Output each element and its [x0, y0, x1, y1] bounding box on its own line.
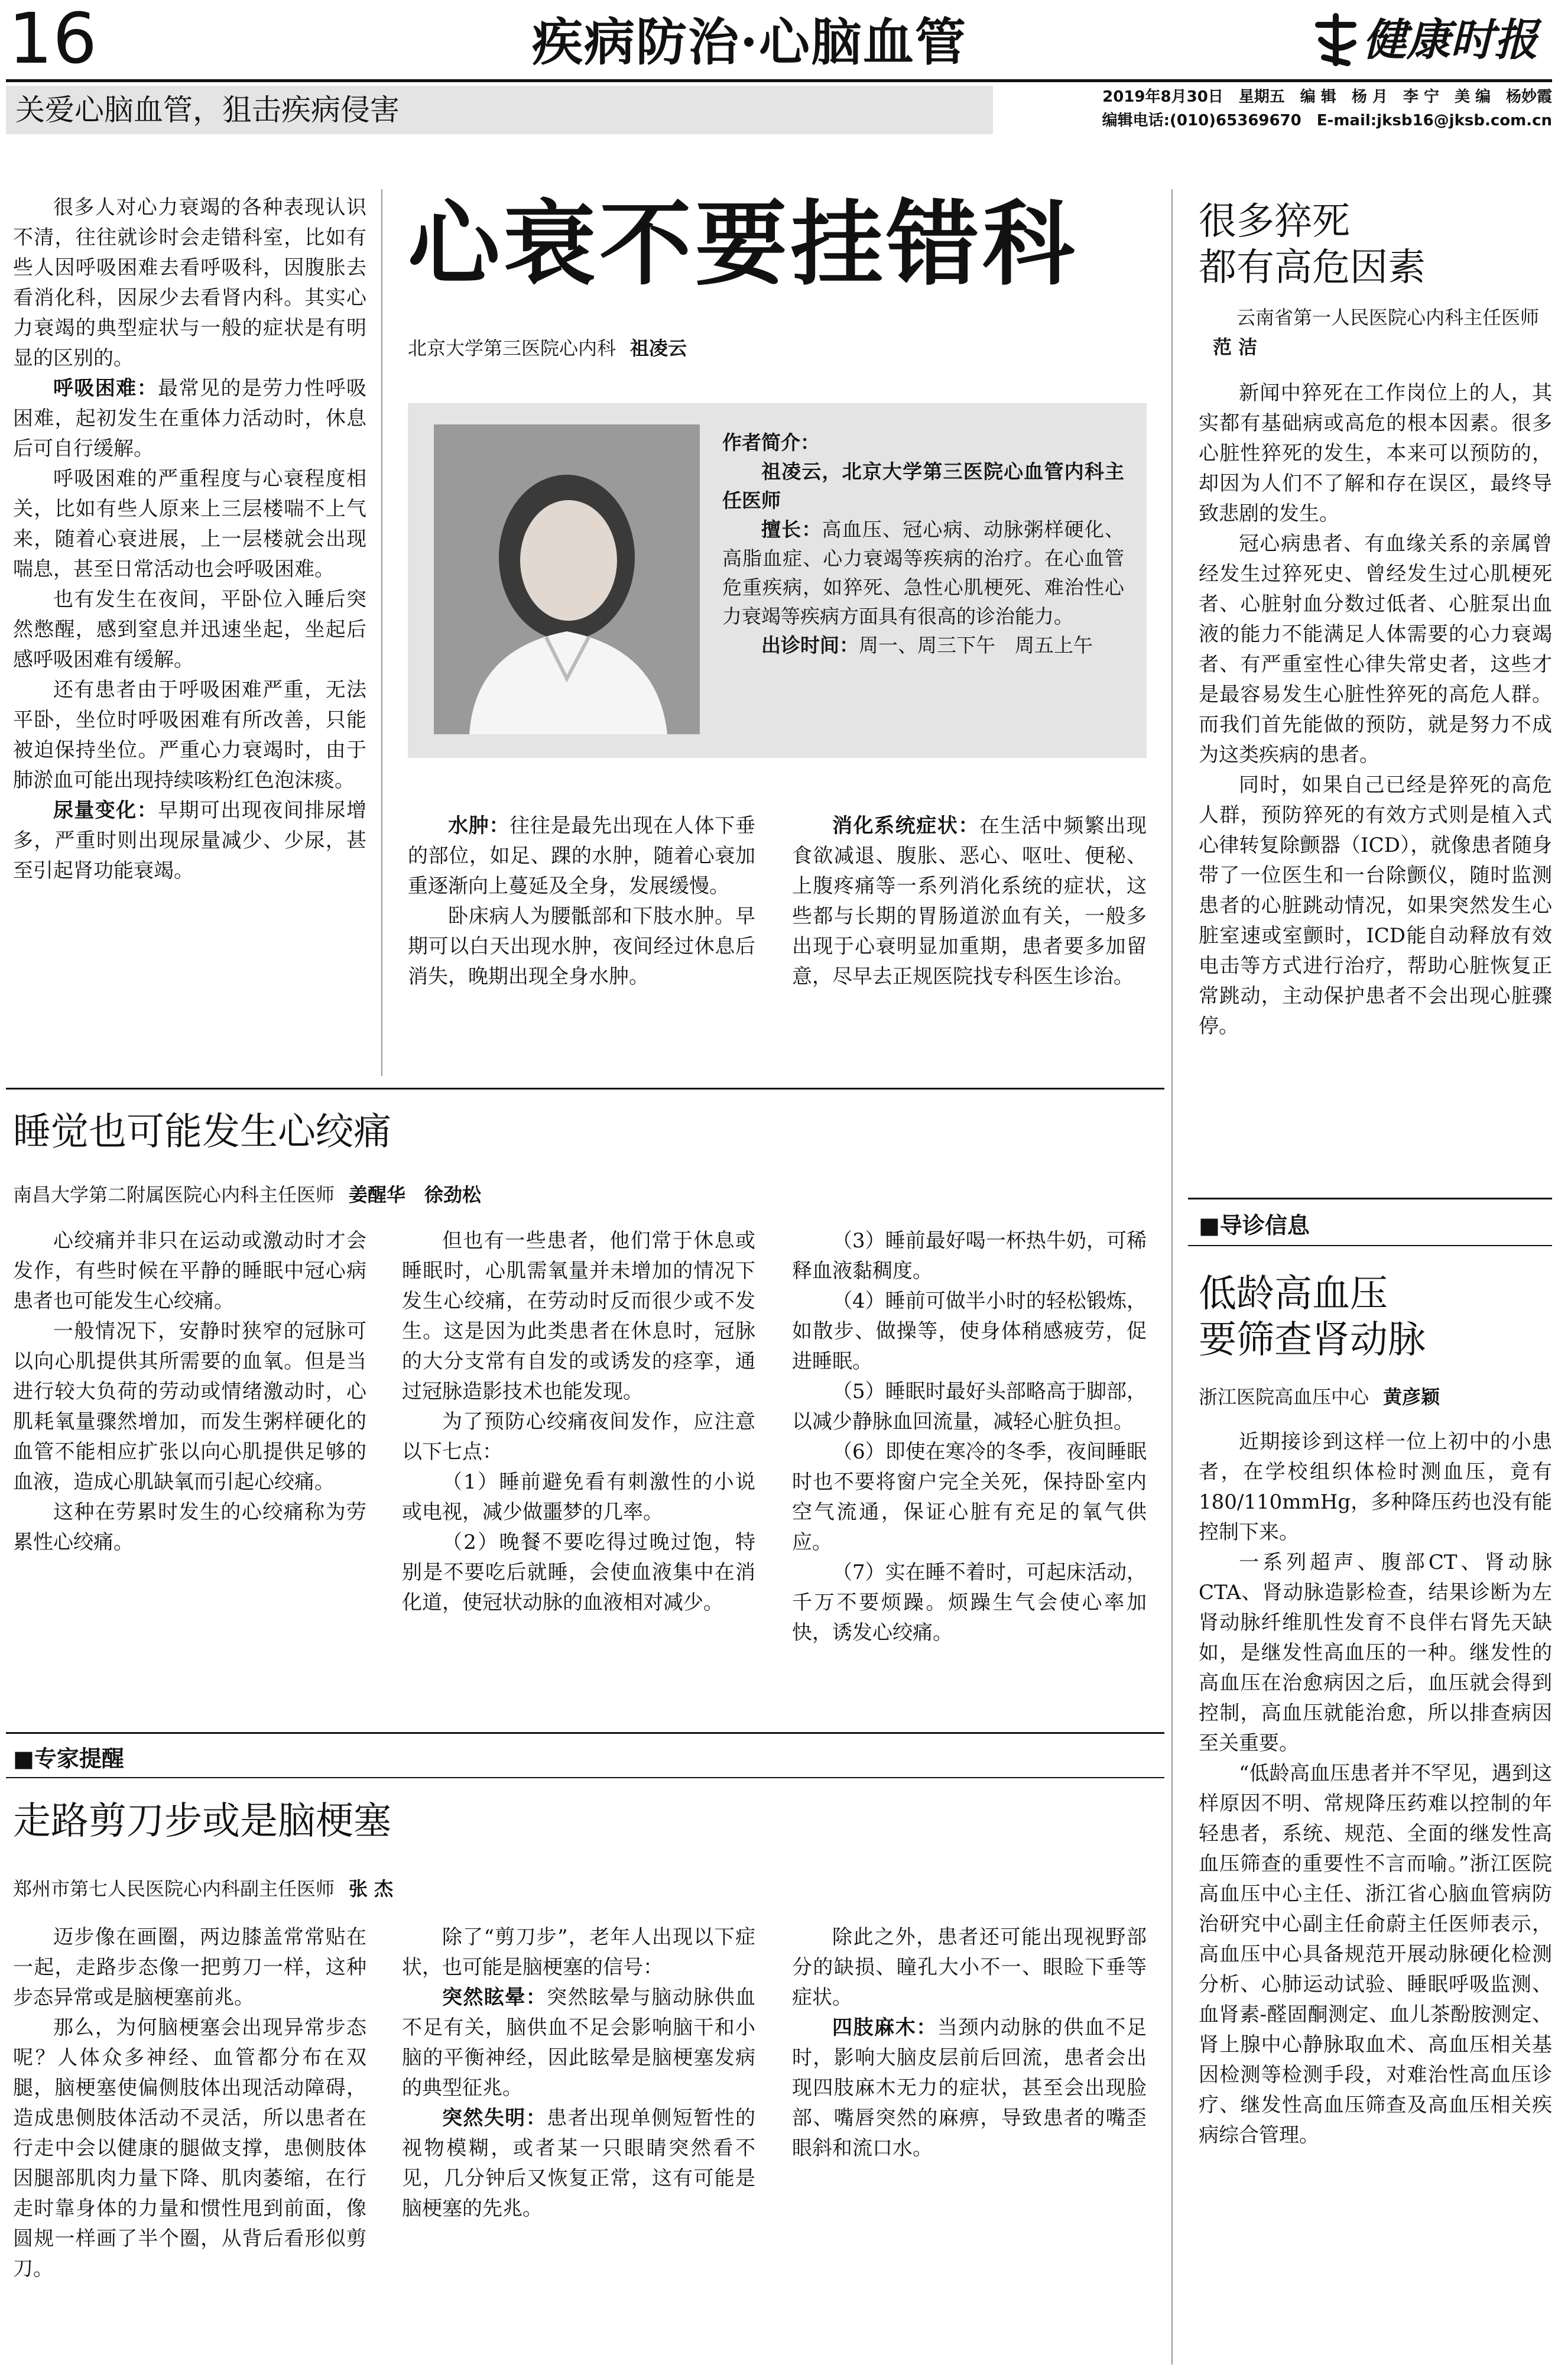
heart-failure-column-1 [13, 193, 366, 886]
heart-failure-p8 [792, 811, 1147, 992]
angina-p10: （5）睡眠时最好头部略高于脚部，以减少静脉血回流量，减轻心脏负担。 [792, 1380, 1147, 1434]
section-divider [1188, 1245, 1552, 1246]
bio-clinic-label: 出诊时间： [761, 634, 859, 657]
angina-p2: 一般情况下，安静时狭窄的冠脉可以向心肌提供其所需要的血氧。但是当进行较大负荷的劳动或情绪激动时，心肌耗氧量骤然增加，而发生粥样硬化的血管不能相应扩张以向心肌提供足够的血液，造成心肌缺氧而引起心绞痛。 [13, 1319, 366, 1494]
stroke-byline [13, 1874, 393, 1901]
bio-specialty-label: 擅长： [761, 518, 822, 541]
angina-p8: （3）睡前最好喝一杯热牛奶，可稀释血液黏稠度。 [792, 1229, 1147, 1283]
section-divider [6, 1732, 1164, 1734]
numbness-text: 当颈内动脉的供血不足时，影响大脑皮层前后回流，患者会出现四肢麻木无力的症状，甚至会出现脸部、嘴唇突然的麻痹，导致患者的嘴歪眼斜和流口水。 [792, 2016, 1147, 2160]
bio-specialty-text: 高血压、冠心病、动脉粥样硬化、高脂血症、心力衰竭等疾病的治疗。在心血管危重疾病，如猝死、急性心肌梗死、难治性心力衰竭等疾病方面具有很高的诊治能力。 [722, 518, 1125, 628]
stroke-p1: 迈步像在画圈，两边膝盖常常贴在一起，走路步态像一把剪刀一样，这种步态异常或是脑梗塞前兆。 [13, 1925, 366, 2009]
bio-specialty [722, 515, 1124, 631]
breathing-label: 呼吸困难： [53, 377, 158, 400]
sudden-death-title-line2: 都有高危因素 [1199, 246, 1426, 290]
bio-clinic [722, 631, 1124, 660]
sudden-death-p3: 同时，如果自己已经是猝死的高危人群，预防猝死的有效方式则是植入式心律转复除颤器（ICD），就像患者随身带了一位医生和一台除颤仪，随时监测患者的心脏跳动情况，如果突然发生心脏室速或室颤时，ICD能自动释放有效电击等方式进行治疗，帮助心脏恢复正常跳动，主动保护患者不会出现心脏骤停。 [1199, 773, 1552, 1038]
angina-p7: （2）晚餐不要吃得过晚过饱，特别是不要吃后就睡，会使血液集中在消化道，使冠状动脉的血液相对减少。 [402, 1531, 755, 1614]
hypertension-p3: “低龄高血压患者并不罕见，遇到这样原因不明、常规降压药难以控制的年轻患者，系统、规范、全面的继发性高血压筛查的重要性不言而喻。”浙江医院高血压中心主任、浙江省心脑血管病防治研究中心副主任俞蔚主任医师表示，高血压中心具备规范开展动脉硬化检测分析、心肺运动试验、睡眠呼吸监测、血肾素-醛固酮测定、血儿茶酚胺测定、肾上腺中心静脉取血术、高血压相关基因检测等检测手段，对难治性高血压诊疗、继发性高血压筛查及高血压相关疾病综合管理。 [1199, 1762, 1552, 2147]
bio-clinic-text: 周一、周三下午 周五上午 [859, 634, 1093, 657]
byline-author: 姜醒华 徐劲松 [349, 1183, 482, 1206]
angina-p6: （1）睡前避免看有刺激性的小说或电视，减少做噩梦的几率。 [402, 1470, 755, 1524]
author-bio [722, 428, 1124, 660]
byline-author: 黄彦颖 [1383, 1386, 1440, 1408]
blindness-label: 突然失明： [442, 2106, 547, 2130]
heart-failure-p3: 也有发生在夜间，平卧位入睡后突然憋醒，感到窒息并迅速坐起，坐起后感呼吸困难有缓解。 [13, 588, 366, 672]
byline-org: 云南省第一人民医院心内科主任医师 [1236, 306, 1540, 329]
stroke-p4 [402, 1983, 755, 2103]
bio-heading: 作者简介： [722, 431, 820, 454]
contact-line: 编辑电话:(010)65369670 E-mail:jksb16@jksb.com.cn [1102, 112, 1552, 129]
angina-p12: （7）实在睡不着时，可起床活动，千万不要烦躁。烦躁生气会使心率加快，诱发心绞痛。 [792, 1561, 1147, 1645]
column-divider [381, 189, 382, 1076]
edema-text: 往往是最先出现在人体下垂的部位，如足、踝的水肿，随着心衰加重逐渐向上蔓延及全身，发展缓慢。 [408, 814, 756, 898]
stroke-p5 [402, 2103, 755, 2224]
sudden-death-p2: 冠心病患者、有血缘关系的亲属曾经发生过猝死史、曾经发生过心肌梗死者、心脏射血分数过低者、心脏泵出血液的能力不能满足人体需要的心力衰竭者、有严重室性心律失常史者，这些才是最容易发生心脏性猝死的高危人群。而我们首先能做的预防，就是努力不成为这类疾病的患者。 [1199, 532, 1552, 767]
author-photo [434, 424, 700, 734]
sudden-death-title-line1: 很多猝死 [1199, 200, 1350, 244]
angina-column-2 [402, 1226, 755, 1618]
heart-failure-column-3 [792, 811, 1147, 992]
angina-p3: 这种在劳累时发生的心绞痛称为劳累性心绞痛。 [13, 1500, 366, 1554]
heart-failure-p6 [408, 811, 755, 902]
masthead-rule [6, 79, 1552, 82]
edema-label: 水肿： [448, 814, 510, 838]
section-divider [6, 1088, 1164, 1090]
stroke-p7 [792, 2013, 1147, 2164]
date-line: 2019年8月30日 星期五 编 辑 杨 月 李 宁 美 编 杨妙霞 [1102, 88, 1552, 106]
logo-wordmark: 健康时报 [1363, 15, 1538, 66]
slogan: 关爱心脑血管，狙击疾病侵害 [15, 93, 400, 127]
urine-text: 早期可出现夜间排尿增多，严重时则出现尿量减少、少尿，甚至引起肾功能衰竭。 [13, 799, 367, 883]
angina-column-3 [792, 1226, 1147, 1648]
guide-section-tag: ■导诊信息 [1199, 1212, 1310, 1238]
blindness-text: 患者出现单侧短暂性的视物模糊，或者某一只眼睛突然看不见，几分钟后又恢复正常，这有可能是脑梗塞的先兆。 [402, 2106, 756, 2220]
digestive-text: 在生活中频繁出现食欲减退、腹胀、恶心、呕吐、便秘、上腹疼痛等一系列消化系统的症状，这些都与长期的胃肠道淤血有关，一般多出现于心衰明显加重期，患者要多加留意，尽早去正规医院找专科医生诊治。 [792, 814, 1147, 988]
stroke-p2: 那么，为何脑梗塞会出现异常步态呢？人体众多神经、血管都分布在双腿，脑梗塞使偏侧肢体出现活动障碍，造成患侧肢体活动不灵活，所以患者在行走中会以健康的腿做支撑，患侧肢体因腿部肌肉力量下降、肌肉萎缩，在行走时靠身体的力量和惯性甩到前面，像圆规一样画了半个圈，从背后看形似剪刀。 [13, 2016, 366, 2281]
hypertension-p2: 一系列超声、腹部CT、肾动脉CTA、肾动脉造影检查，结果诊断为左肾动脉纤维肌性发育不良伴右肾先天缺如，是继发性高血压的一种。继发性的高血压在治愈病因之后，血压就会得到控制，高血压就能治愈，所以排查病因至关重要。 [1199, 1551, 1552, 1755]
hypertension-title-line2: 要筛查肾动脉 [1199, 1318, 1426, 1362]
sudden-death-body [1199, 378, 1552, 1042]
hypertension-title-line1: 低龄高血压 [1199, 1272, 1388, 1316]
section-divider [1188, 1198, 1552, 1199]
urine-label: 尿量变化： [53, 799, 158, 822]
angina-column-1 [13, 1226, 366, 1558]
digestive-label: 消化系统症状： [832, 814, 979, 838]
paper-logo [1312, 11, 1554, 70]
angina-title: 睡觉也可能发生心绞痛 [13, 1110, 391, 1154]
page-number: 16 [8, 0, 98, 79]
byline-author: 祖凌云 [630, 337, 687, 359]
angina-p4: 但也有一些患者，他们常于休息或睡眠时，心肌需氧量并未增加的情况下发生心绞痛，在劳动时反而很少或不发生。这是因为此类患者在休息时，冠脉的大分支常有自发的或诱发的痉挛，通过冠脉造影技术也能发现。 [402, 1229, 755, 1403]
byline-org: 北京大学第三医院心内科 [408, 337, 616, 359]
heart-failure-p2: 呼吸困难的严重程度与心衰程度相关，比如有些人原来上三层楼喘不上气来，随着心衰进展，上一层楼就会出现喘息，甚至日常活动也会呼吸困难。 [13, 467, 366, 581]
sudden-death-byline [1199, 303, 1547, 362]
sudden-death-title [1199, 199, 1547, 291]
bio-name: 祖凌云，北京大学第三医院心血管内科主任医师 [722, 460, 1124, 512]
byline-author: 范 洁 [1213, 336, 1258, 358]
expert-section-tag: ■专家提醒 [13, 1746, 124, 1772]
heart-failure-title: 心衰不要挂错科 [408, 190, 1078, 298]
hypertension-title [1199, 1271, 1547, 1363]
sudden-death-p1: 新闻中猝死在工作岗位上的人，其实都有基础病或高危的根本因素。很多心脏性猝死的发生，本来可以预防的，却因为人们不了解和存在误区，最终导致悲剧的发生。 [1199, 381, 1552, 526]
stroke-column-1 [13, 1922, 366, 2284]
heart-failure-byline [408, 333, 687, 361]
heart-failure-p4: 还有患者由于呼吸困难严重，无法平卧，坐位时呼吸困难有所改善，只能被迫保持坐位。严重心力衰竭时，由于肺淤血可能出现持续咳粉红色泡沫痰。 [13, 678, 366, 792]
vertigo-label: 突然眩晕： [442, 1986, 547, 2009]
stroke-p3: 除了“剪刀步”，老年人出现以下症状，也可能是脑梗塞的信号： [402, 1925, 755, 1979]
hypertension-byline [1199, 1382, 1440, 1409]
stroke-column-3 [792, 1922, 1147, 2164]
section-divider [6, 1777, 1164, 1778]
heart-failure-p5 [13, 796, 366, 886]
heart-failure-intro: 很多人对心力衰竭的各种表现认识不清，往往就诊时会走错科室，比如有些人因呼吸困难去看呼吸科，因腹胀去看消化科，因尿少去看肾内科。其实心力衰竭的典型症状与一般的症状是有明显的区别的。 [13, 196, 366, 370]
logo-mark-icon [1312, 13, 1359, 66]
byline-org: 郑州市第七人民医院心内科副主任医师 [13, 1878, 335, 1900]
hypertension-p1: 近期接诊到这样一位上初中的小患者，在学校组织体检时测血压，竟有180/110mmHg，多种降压药也没有能控制下来。 [1199, 1430, 1552, 1544]
byline-author: 张 杰 [349, 1878, 394, 1900]
heart-failure-p1 [13, 374, 366, 464]
angina-byline [13, 1180, 481, 1207]
stroke-column-2 [402, 1922, 755, 2224]
vertigo-text: 突然眩晕与脑动脉供血不足有关，脑供血不足会影响脑干和小脑的平衡神经，因此眩晕是脑梗塞发病的典型征兆。 [402, 1986, 756, 2100]
breathing-text: 最常见的是劳力性呼吸困难，起初发生在重体力活动时，休息后可自行缓解。 [13, 377, 367, 461]
hypertension-body [1199, 1427, 1552, 2151]
angina-p1: 心绞痛并非只在运动或激动时才会发作，有些时候在平静的睡眠中冠心病患者也可能发生心绞痛。 [13, 1229, 366, 1313]
section-title: 疾病防治·心脑血管 [532, 12, 967, 72]
numbness-label: 四肢麻木： [832, 2016, 937, 2039]
byline-org: 浙江医院高血压中心 [1199, 1386, 1369, 1408]
doctor-portrait-icon [434, 424, 700, 734]
angina-p11: （6）即使在寒冷的冬季，夜间睡眠时也不要将窗户完全关死，保持卧室内空气流通，保证心脏有充足的氧气供应。 [792, 1440, 1147, 1554]
column-divider [1171, 189, 1173, 2365]
stroke-title: 走路剪刀步或是脑梗塞 [13, 1799, 391, 1843]
heart-failure-p7: 卧床病人为腰骶部和下肢水肿。早期可以白天出现水肿，夜间经过休息后消失，晚期出现全身水肿。 [408, 904, 755, 988]
stroke-p6: 除此之外，患者还可能出现视野部分的缺损、瞳孔大小不一、眼睑下垂等症状。 [792, 1925, 1147, 2009]
byline-org: 南昌大学第二附属医院心内科主任医师 [13, 1183, 335, 1206]
angina-p9: （4）睡前可做半小时的轻松锻炼，如散步、做操等，使身体稍感疲劳，促进睡眠。 [792, 1289, 1147, 1373]
angina-p5: 为了预防心绞痛夜间发作，应注意以下七点： [402, 1410, 755, 1464]
heart-failure-column-2 [408, 811, 755, 992]
